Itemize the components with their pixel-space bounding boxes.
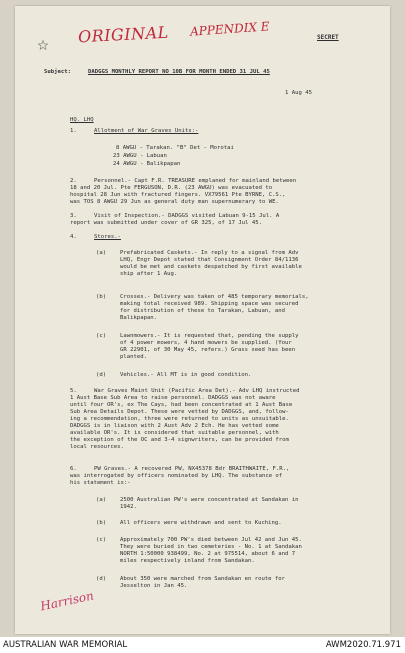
paragraph-line: report was submitted under cover of GR 325, of 17 Jul 45. [70, 220, 262, 226]
sub-item-label: (d) [96, 576, 107, 582]
paragraph-line: They were buried in two cemeteries - No. 1 at Sandakan [120, 544, 302, 550]
paragraph-line: PW Graves.- A recovered PW, NX45378 Bdr BRAITHWAITE, F.R., [94, 466, 290, 472]
item-number: 3. [70, 213, 77, 219]
paragraph-line: Balikpapan. [120, 315, 158, 321]
paragraph-line: GR 22901, of 30 May 45, refers.) Grass seed has been [120, 347, 296, 353]
paragraph-line: the exception of the OC and 3-4 signwriters, can be provided from [70, 437, 289, 443]
paragraph-line: planted. [120, 354, 147, 360]
paragraph-line: local resources. [70, 444, 124, 450]
item-number: 2. [70, 178, 77, 184]
paragraph-line: his statement is:- [70, 480, 131, 486]
footer-accession-number: AWM2020.71.971 [325, 640, 401, 650]
paragraph-line: ship after 1 Aug. [120, 271, 178, 277]
paragraph-line: Prefabricated Caskets.- In reply to a signal from Adv [120, 250, 299, 256]
footer-source: AUSTRALIAN WAR MEMORIAL [3, 640, 128, 650]
paragraph-line: hospital 28 Jun with fractured fingers. VX79561 Pte BYRNE, C.S., [70, 192, 286, 198]
paragraph-line: LHQ, Engr Depot stated that Consignment Order 84/1136 [120, 257, 299, 263]
item-number: 6. [70, 466, 77, 472]
unit-allotment: 23 AWGU - Labuan [113, 153, 167, 159]
item-number: 1. [70, 128, 77, 134]
paragraph-line: War Graves Maint Unit (Pacific Area Det).- Adv LHQ instructed [94, 388, 300, 394]
paragraph-line: for distribution of these to Tarakan, Labuan, and [120, 308, 286, 314]
paragraph-line: miles respectively inland from Sandakan. [120, 558, 255, 564]
paragraph-line: available OR's. It is considered that suitable personnel, with [70, 430, 279, 436]
paragraph-line: 2500 Australian PW's were concentrated at Sandakan in [120, 497, 299, 503]
sub-item-label: (d) [96, 372, 107, 378]
item-number: 5. [70, 388, 77, 394]
star-stamp-icon [38, 40, 48, 50]
paragraph-line: Crosses.- Delivery was taken of 485 temporary memorials, [120, 294, 309, 300]
subject-text: DADGGS MONTHLY REPORT NO 10B FOR MONTH ENDED 31 JUL 45 [88, 69, 270, 75]
paragraph-line: Sub Area Details Depot. These were vetted by DADGGS, and, follow- [70, 409, 289, 415]
paragraph-line: of 4 power mowers, 4 hand mowers be supplied. (Your [120, 340, 292, 346]
paragraph-line: ing a recommendation, three were returned to units as unsuitable. [70, 416, 289, 422]
document-date: 1 Aug 45 [285, 90, 312, 96]
paragraph-line: would be met and caskets despatched by first available [120, 264, 302, 270]
sub-item-label: (b) [96, 520, 107, 526]
paragraph-line: making total received 989. Shipping space was secured [120, 301, 299, 307]
paragraph-line: DADGGS is in liaison with 2 Aust Adv 2 Ech. He has vetted some [70, 423, 279, 429]
item-title: Stores.- [94, 234, 121, 240]
paragraph-line: Jesselton in Jan 45. [120, 583, 188, 589]
paragraph-line: 18 and 20 Jul. Pte FERGUSON, D.R. (23 AWGU) was evacuated to [70, 185, 273, 191]
paragraph-line: Lawnmowers.- It is requested that, pending the supply [120, 333, 299, 339]
unit-allotment: 8 AWGU - Tarakan. "B" Det - Morotai [116, 145, 234, 151]
paragraph-line: Vehicles.- All MT is in good condition. [120, 372, 252, 378]
paragraph-line: About 350 were marched from Sandakan en route for [120, 576, 286, 582]
sub-item-label: (c) [96, 537, 107, 543]
handwritten-original: ORIGINAL [77, 22, 170, 47]
handwritten-signature: Harrison [39, 588, 95, 614]
paragraph-line: Visit of Inspection.- DADGGS visited Labuan 9-15 Jul. A [94, 213, 280, 219]
sub-item-label: (c) [96, 333, 107, 339]
section-heading: HQ. LHQ [70, 117, 94, 123]
paragraph-line: was TOS 8 AWGU 29 Jun as general duty man supernumerary to WE. [70, 199, 279, 205]
paragraph-line: All officers were withdrawn and sent to Kuching. [120, 520, 282, 526]
paragraph-line: Approximately 700 PW's died between Jul 42 and Jun 45. [120, 537, 302, 543]
paragraph-line: NORTH 1:50000 938499, No. 2 at 975514, about 6 and 7 [120, 551, 296, 557]
subject-label: Subject: [44, 69, 71, 75]
item-title: Allotment of War Graves Units:- [94, 128, 199, 134]
unit-allotment: 24 AWGU - Balikpapan [113, 161, 181, 167]
item-number: 4. [70, 234, 77, 240]
sub-item-label: (a) [96, 250, 107, 256]
paragraph-line: 1942. [120, 504, 137, 510]
paragraph-line: was interrogated by officers nominated by LHQ. The substance of [70, 473, 283, 479]
handwritten-appendix: APPENDIX E [189, 19, 270, 39]
paragraph-line: until four OR's, ex The Cays, had been concentrated at 1 Aust Base [70, 402, 293, 408]
sub-item-label: (b) [96, 294, 107, 300]
paragraph-line: 1 Aust Base Sub Area to raise personnel. DADGGS was not aware [70, 395, 276, 401]
sub-item-label: (a) [96, 497, 107, 503]
classification-marking: SECRET [317, 34, 339, 41]
paragraph-line: Personnel.- Capt F.R. TREASURE emplaned for mainland between [94, 178, 297, 184]
